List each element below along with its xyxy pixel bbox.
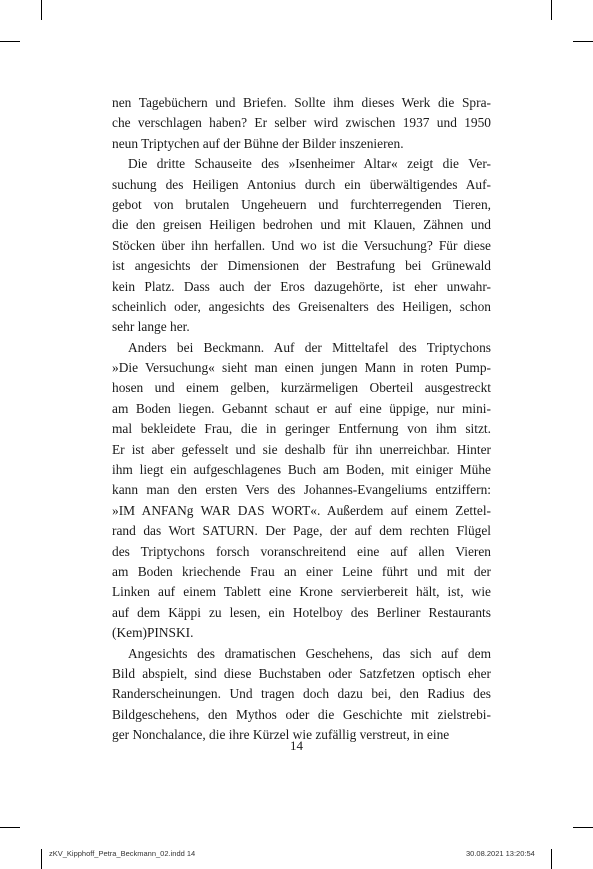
- text-line: Bildgeschehens, den Mythos oder die Geschichte mit zielstrebi-: [112, 706, 491, 722]
- text-line: kann man den ersten Vers des Johannes-Evangeliums entziffern:: [112, 482, 491, 498]
- paragraph: [112, 644, 491, 746]
- crop-mark-top-right-vertical: [551, 0, 552, 20]
- text-line: scheinlich oder, angesichts des Greisenalters des Heiligen, schon: [112, 298, 491, 314]
- text-line: »Die Versuchung« sieht man einen jungen Mann in roten Pump-: [112, 360, 491, 376]
- text-line: rand das Wort SATURN. Der Page, der auf dem rechten Flügel: [112, 523, 491, 539]
- text-line: kein Platz. Dass auch der Eros dazugehörte, ist eher unwahr-: [112, 278, 491, 294]
- crop-mark-bottom-left-vertical: [41, 849, 42, 869]
- text-line: ger Nonchalance, die ihre Kürzel wie zufällig verstreut, in eine: [112, 727, 450, 743]
- text-line: ist angesichts der Dimensionen der Bestrafung bei Grünewald: [112, 258, 491, 274]
- text-line: mal bekleidete Frau, die in geringer Entfernung von ihm sitzt.: [112, 421, 491, 437]
- text-line: »IM ANFANg WAR DAS WORT«. Außerdem auf einem Zettel-: [112, 502, 491, 518]
- paragraph: [112, 93, 491, 154]
- text-line: nen Tagebüchern und Briefen. Sollte ihm dieses Werk die Spra-: [112, 95, 491, 110]
- text-line: am Boden kriechende Frau an einer Leine führt und mit der: [112, 563, 491, 579]
- text-line: neun Triptychen auf der Bühne der Bilder inszenieren.: [112, 135, 404, 151]
- text-line: sehr lange her.: [112, 319, 190, 335]
- crop-mark-bottom-right-horizontal: [573, 827, 593, 828]
- body-text: [112, 93, 491, 746]
- crop-mark-top-left-vertical: [41, 0, 42, 20]
- text-line: Er ist aber gefesselt und sie deshalb für ihn unerreichbar. Hinter: [112, 441, 491, 457]
- text-line: ihm liegt ein aufgeschlagenes Buch am Boden, mit einiger Mühe: [112, 462, 491, 478]
- text-line: hosen und einem gelben, kurzärmeligen Oberteil ausgestreckt: [112, 380, 491, 396]
- slug-file-info: zKV_Kipphoff_Petra_Beckmann_02.indd 14: [49, 849, 196, 858]
- text-line: Anders bei Beckmann. Auf der Mitteltafel des Triptychons: [128, 339, 491, 355]
- text-line: (Kem)PINSKI.: [112, 625, 194, 641]
- crop-mark-bottom-right-vertical: [551, 849, 552, 869]
- crop-mark-bottom-left-horizontal: [0, 827, 20, 828]
- page-number: 14: [290, 738, 303, 753]
- text-line: Die dritte Schauseite des »Isenheimer Altar« zeigt die Ver-: [128, 156, 491, 172]
- crop-mark-top-right-horizontal: [573, 41, 593, 42]
- paragraph: [112, 154, 491, 338]
- slug-timestamp: 30.08.2021 13:20:54: [466, 849, 535, 858]
- text-line: che verschlagen haben? Er selber wird zwischen 1937 und 1950: [112, 115, 491, 131]
- text-line: suchung des Heiligen Antonius durch ein überwältigendes Auf-: [112, 176, 491, 192]
- text-line: Randerscheinungen. Und tragen doch dazu bei, den Radius des: [112, 686, 491, 702]
- text-line: die den greisen Heiligen bedrohen und mit Klauen, Zähnen und: [112, 217, 491, 233]
- text-line: des Triptychons forsch voranschreitend eine auf allen Vieren: [112, 543, 491, 559]
- text-line: gebot von brutalen Ungeheuern und furchterregenden Tieren,: [112, 196, 491, 212]
- text-line: Bild abspielt, sind diese Buchstaben oder Satzfetzen optisch eher: [112, 665, 491, 681]
- text-line: am Boden liegen. Gebannt schaut er auf eine üppige, nur mini-: [112, 400, 491, 416]
- text-line: Stöcken über ihn herfallen. Und wo ist die Versuchung? Für diese: [112, 237, 491, 253]
- paragraph: [112, 338, 491, 644]
- crop-mark-top-left-horizontal: [0, 41, 20, 42]
- text-line: Angesichts des dramatischen Geschehens, das sich auf dem: [128, 645, 491, 661]
- text-line: auf dem Käppi zu lesen, ein Hotelboy des Berliner Restaurants: [112, 604, 491, 620]
- text-line: Linken auf einem Tablett eine Krone servierbereit hält, ist, wie: [112, 584, 491, 600]
